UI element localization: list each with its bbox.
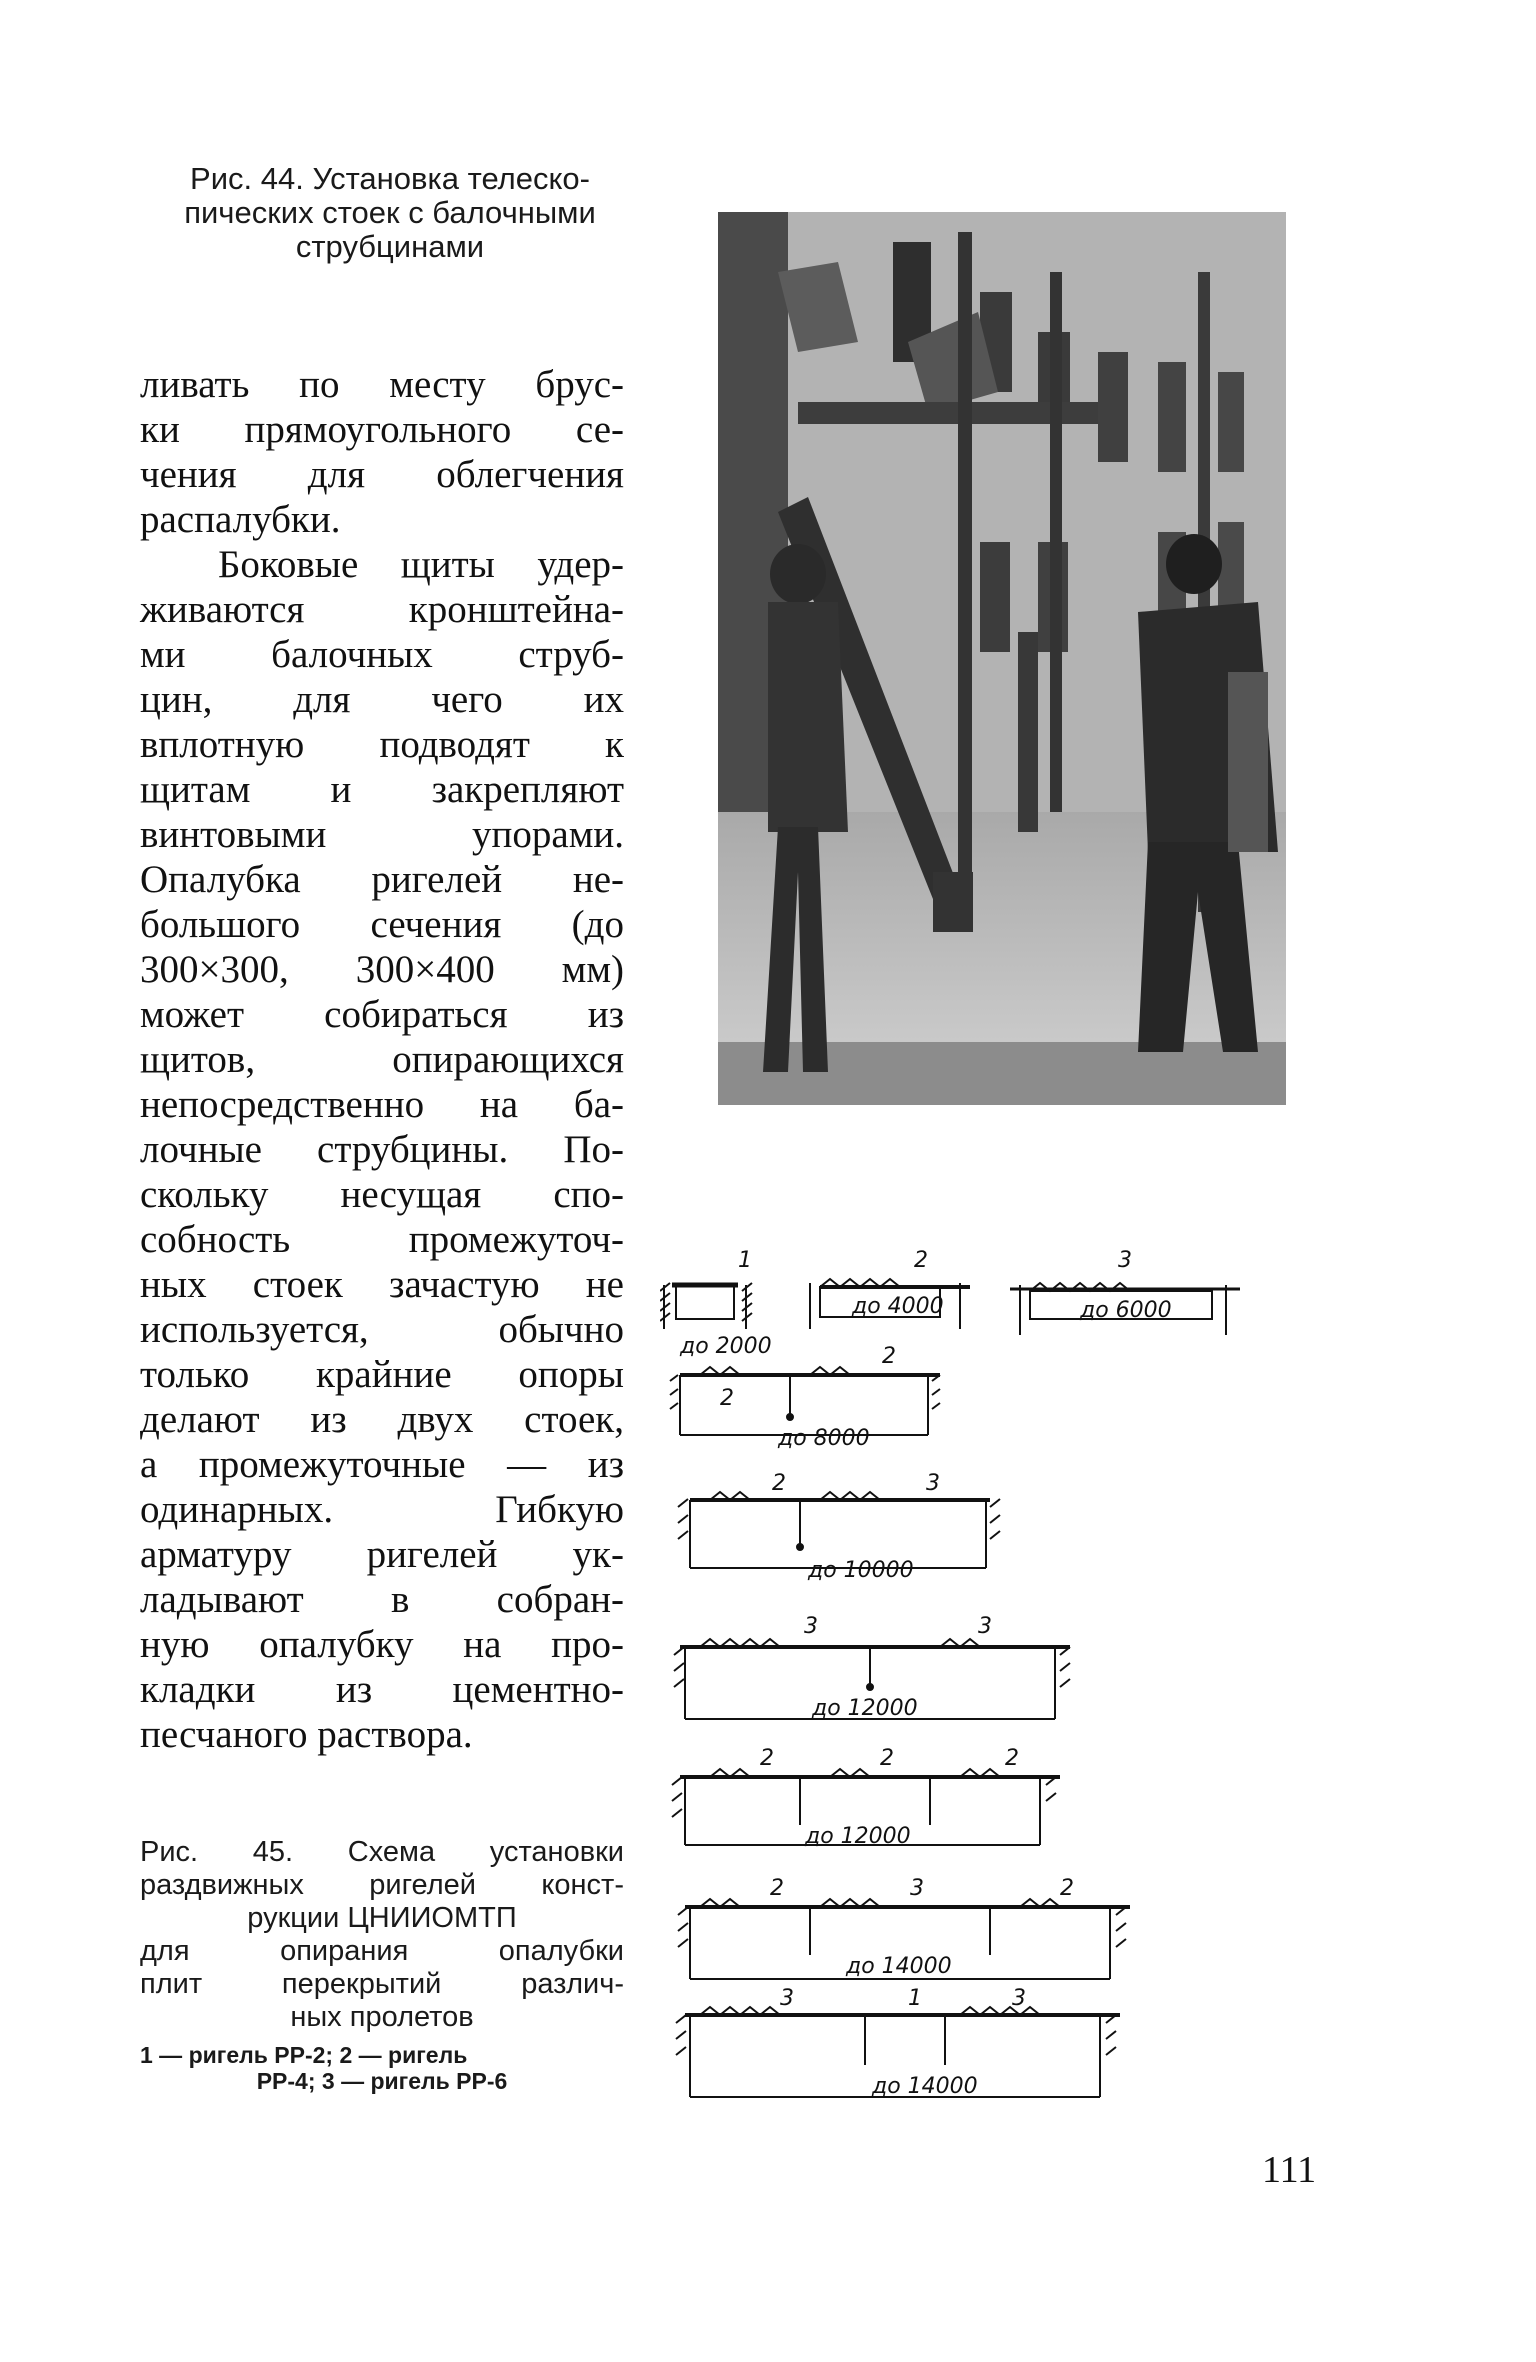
label-span-8000: до 8000 <box>778 1426 870 1451</box>
caption-line: плит перекрытий различ- <box>140 1968 624 2000</box>
label-n3: 3 <box>978 1614 992 1639</box>
caption-line: для опирания опалубки <box>140 1935 624 1967</box>
label-span-4000: до 4000 <box>852 1294 944 1319</box>
label-span-10000: до 10000 <box>808 1558 914 1583</box>
text-line: Боковые щиты удер- <box>218 543 624 586</box>
page-number: 111 <box>1262 2149 1317 2191</box>
label-n3: 3 <box>926 1471 940 1496</box>
text-line: 300×300, 300×400 мм) <box>140 948 624 991</box>
figure-45-diagram <box>660 1245 1260 2125</box>
text-line: живаются кронштейна- <box>140 588 624 631</box>
label-span-12000: до 12000 <box>805 1824 911 1849</box>
text-line: щитам и закрепляют <box>140 768 624 811</box>
label-span-12000: до 12000 <box>812 1696 918 1721</box>
span-2000 <box>660 1283 752 1329</box>
text-line: распалубки. <box>140 498 341 541</box>
text-line: песчаного раствора. <box>140 1713 473 1756</box>
caption-line: Рис. 44. Установка телеско- <box>190 161 590 196</box>
label-n3: 3 <box>780 1986 794 2011</box>
text-line: ки прямоугольного се- <box>140 408 624 451</box>
label-n2: 2 <box>720 1386 734 1411</box>
label-n2: 2 <box>772 1471 786 1496</box>
text-line: только крайние опоры <box>140 1353 624 1396</box>
text-line: лочные струбцины. По- <box>140 1128 624 1171</box>
label-n1: 1 <box>738 1248 752 1273</box>
label-span-2000: до 2000 <box>680 1334 772 1359</box>
caption-line: ных пролетов <box>290 2001 474 2033</box>
text-line: используется, обычно <box>140 1308 624 1351</box>
figure-45-caption <box>140 1836 624 2094</box>
text-line: ных стоек зачастую не <box>140 1263 624 1306</box>
text-line: щитов, опирающихся <box>140 1038 624 1081</box>
caption-line: раздвижных ригелей конст- <box>140 1869 624 1901</box>
text-line: большого сечения (до <box>140 903 624 946</box>
text-line: ми балочных струб- <box>140 633 624 676</box>
label-span-6000: до 6000 <box>1080 1298 1172 1323</box>
body-text <box>140 362 624 1757</box>
span-8000 <box>670 1367 940 1435</box>
figure-44-caption <box>140 162 640 264</box>
label-n3: 3 <box>1012 1986 1026 2011</box>
caption-legend: 1 — ригель РР-2; 2 — ригель <box>140 2042 468 2068</box>
label-n2: 2 <box>760 1746 774 1771</box>
text-line: цин, для чего их <box>140 678 624 721</box>
figure-44-photo <box>718 212 1286 1105</box>
text-line: делают из двух стоек, <box>140 1398 624 1441</box>
text-line: а промежуточные — из <box>140 1443 624 1486</box>
text-line: ладывают в собран- <box>140 1578 624 1621</box>
span-10000 <box>678 1492 1000 1568</box>
caption-legend: РР-4; 3 — ригель РР-6 <box>256 2068 508 2094</box>
text-line: Опалубка ригелей не- <box>140 858 624 901</box>
label-n2: 2 <box>914 1248 928 1273</box>
label-n1: 1 <box>908 1986 922 2011</box>
label-n3: 3 <box>1118 1248 1132 1273</box>
label-n2: 2 <box>1005 1746 1019 1771</box>
label-span-14000: до 14000 <box>846 1954 952 1979</box>
text-line: вплотную подводят к <box>140 723 624 766</box>
text-line: чения для облегчения <box>140 453 624 496</box>
text-line: ливать по месту брус- <box>140 363 624 406</box>
caption-line: рукции ЦНИИОМТП <box>247 1902 517 1934</box>
label-n3: 3 <box>910 1876 924 1901</box>
text-line: одинарных. Гибкую <box>140 1488 624 1531</box>
text-line: ную опалубку на про- <box>140 1623 624 1666</box>
label-n2: 2 <box>880 1746 894 1771</box>
text-line: скольку несущая спо- <box>140 1173 624 1216</box>
caption-line: Рис. 45. Схема установки <box>140 1836 624 1868</box>
caption-line: струбцинами <box>295 229 485 264</box>
text-line: может собираться из <box>140 993 624 1036</box>
label-n2: 2 <box>882 1344 896 1369</box>
label-n3: 3 <box>804 1614 818 1639</box>
text-line: собность промежуточ- <box>140 1218 624 1261</box>
text-line: винтовыми упорами. <box>140 813 624 856</box>
label-span-14000: до 14000 <box>872 2074 978 2099</box>
label-n2: 2 <box>1060 1876 1074 1901</box>
text-line: непосредственно на ба- <box>140 1083 624 1126</box>
label-n2: 2 <box>770 1876 784 1901</box>
text-line: кладки из цементно- <box>140 1668 624 1711</box>
caption-line: пических стоек с балочными <box>184 195 596 230</box>
text-line: арматуру ригелей ук- <box>140 1533 624 1576</box>
